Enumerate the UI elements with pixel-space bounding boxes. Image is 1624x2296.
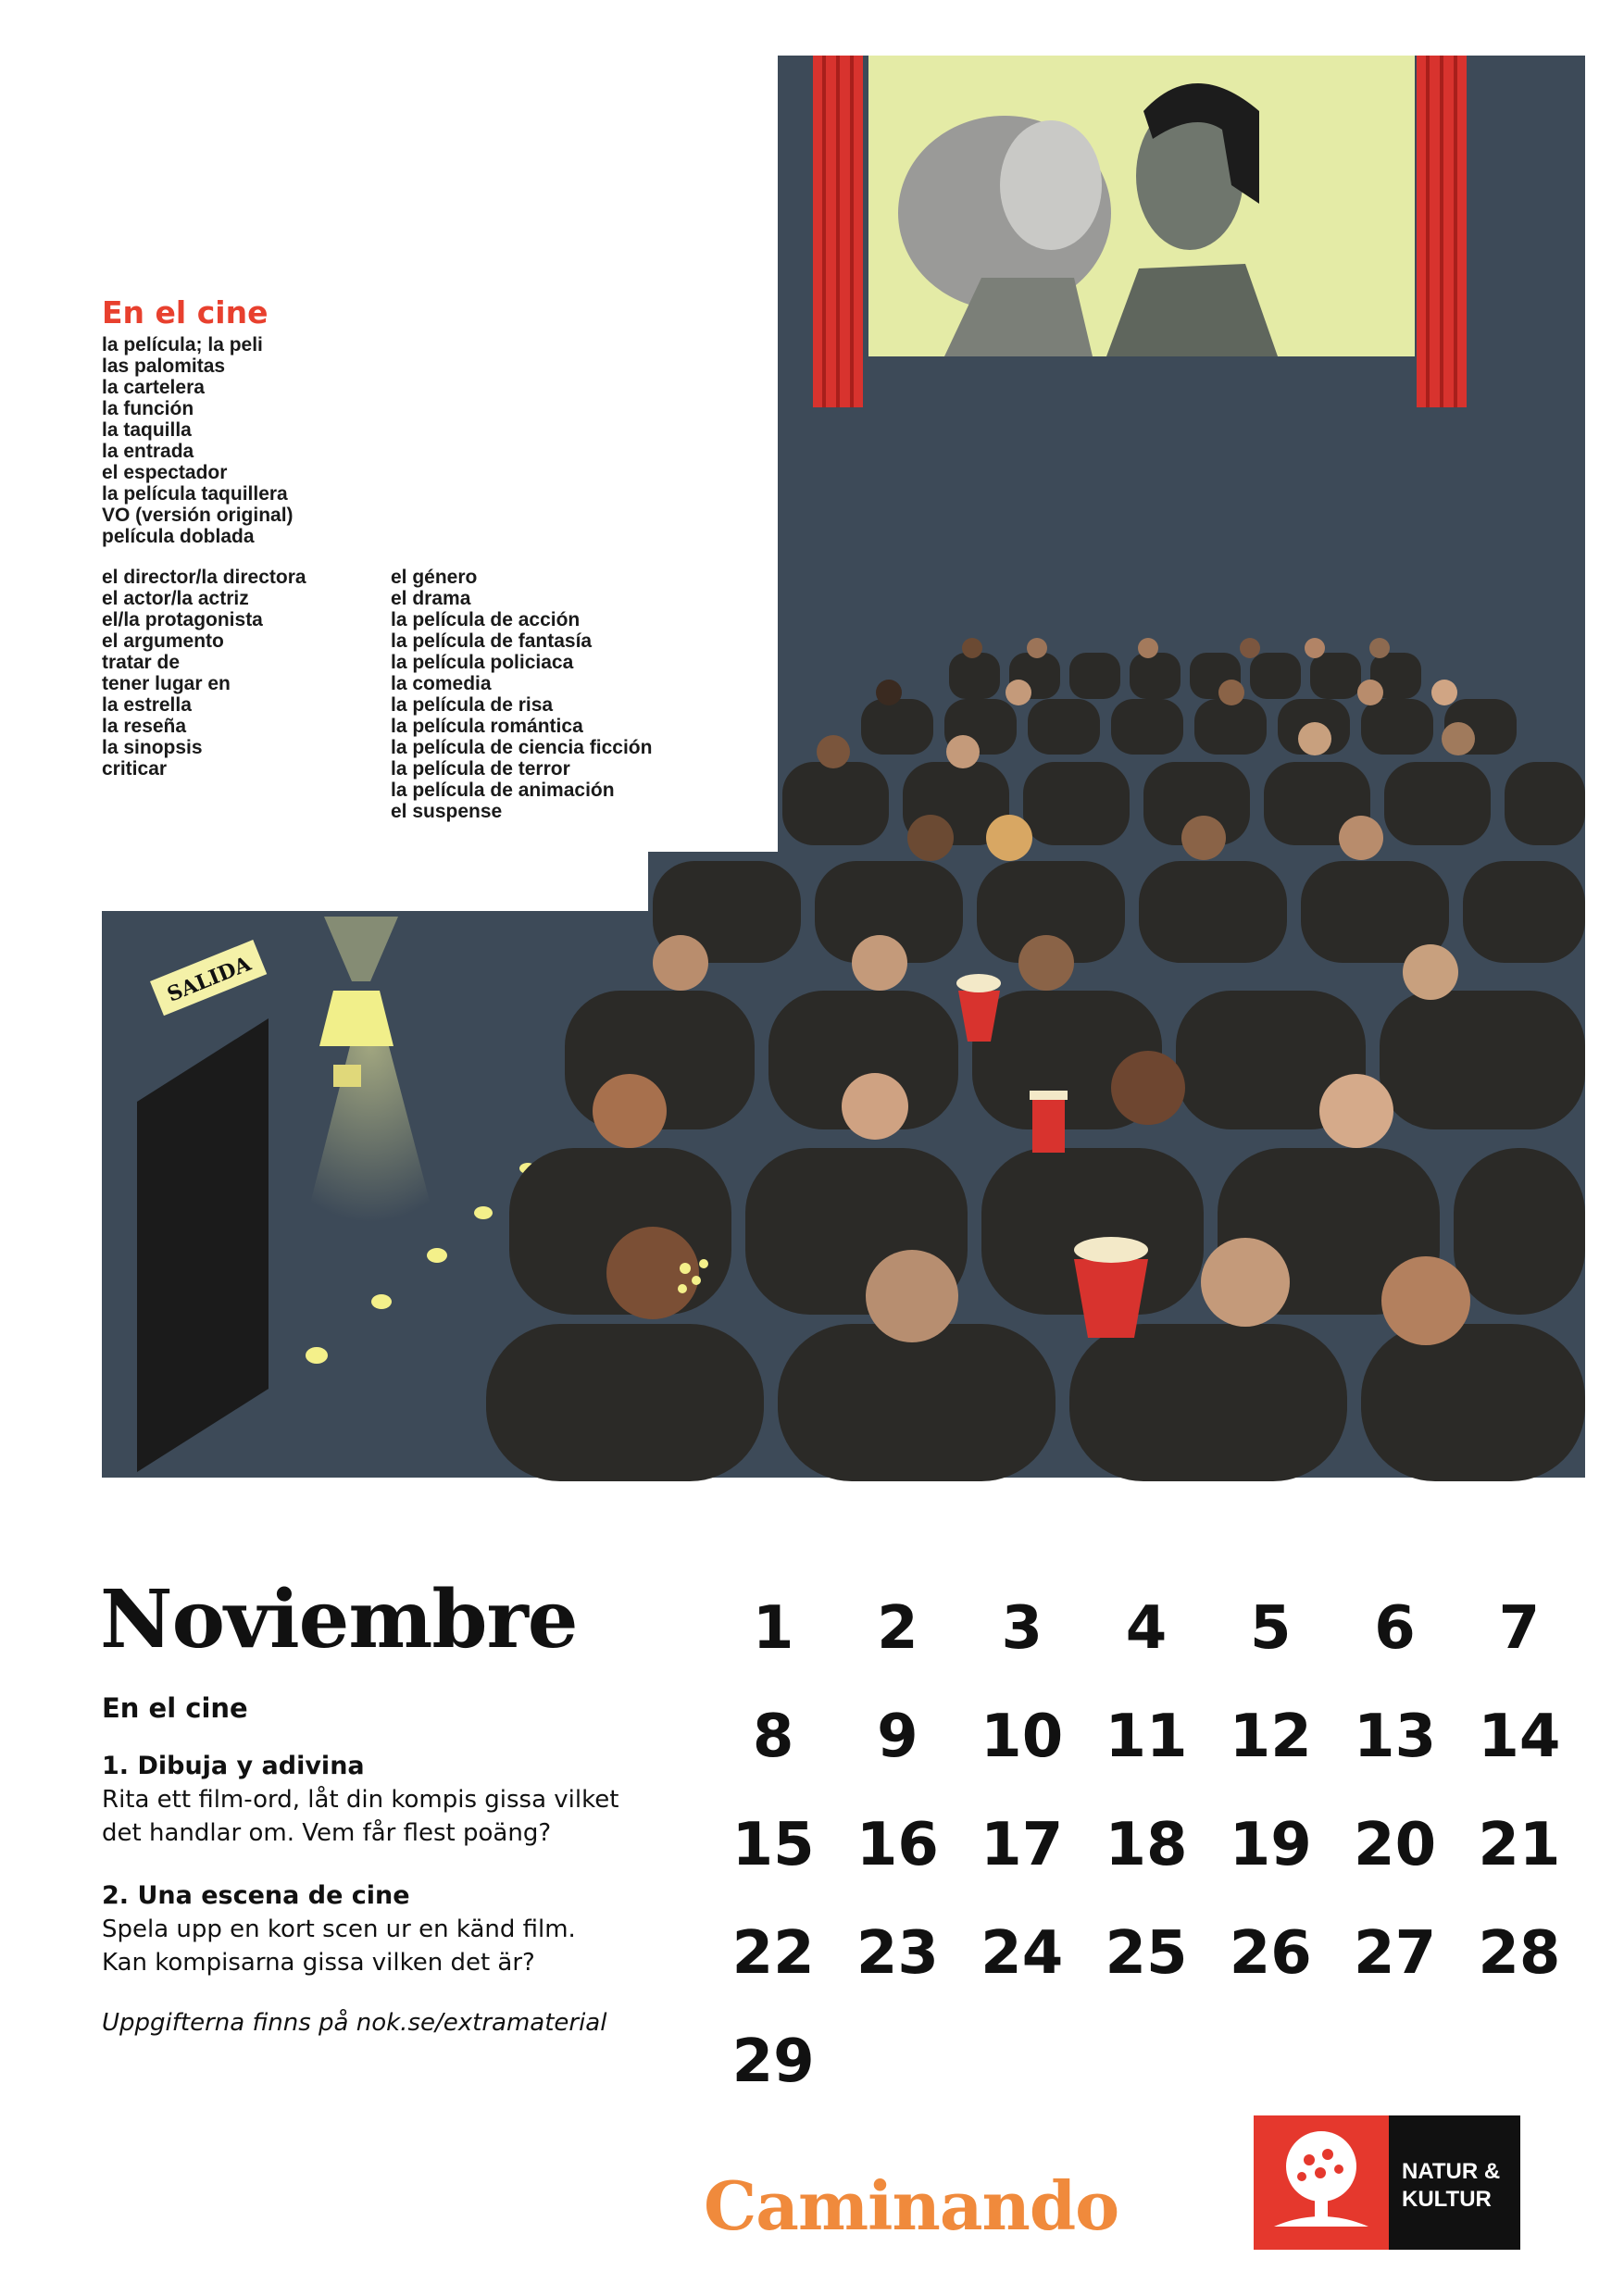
vocabulary-list-genres — [391, 567, 652, 822]
calendar-day: 15 — [731, 1810, 815, 1879]
task-title: 2. Una escena de cine — [102, 1881, 410, 1910]
publisher-name: NATUR & KULTUR — [1402, 2159, 1501, 2212]
calendar-day: 26 — [1229, 1918, 1312, 1988]
publisher-logo — [1254, 2115, 1520, 2250]
calendar-day: 25 — [1105, 1918, 1188, 1988]
task-movie-scene — [102, 1879, 676, 1979]
vocab-item: tratar de — [102, 652, 181, 673]
vocabulary-list-people — [102, 567, 306, 780]
calendar-day: 24 — [981, 1918, 1064, 1988]
calendar-day: 8 — [752, 1702, 794, 1771]
calendar-day: 12 — [1229, 1702, 1312, 1771]
calendar-day: 10 — [981, 1702, 1064, 1771]
vocab-item: la reseña — [102, 716, 187, 737]
extra-material-note: Uppgifterna finns på nok.se/extramaterial — [102, 2009, 607, 2037]
calendar-day: 23 — [856, 1918, 939, 1988]
vocab-item: la estrella — [102, 694, 192, 716]
vocab-item: la película policiaca — [391, 652, 574, 673]
curtain-right — [1417, 56, 1467, 407]
calendar-day: 28 — [1478, 1918, 1561, 1988]
vocab-item: la película romántica — [391, 716, 583, 737]
vocab-item: el drama — [391, 588, 471, 609]
vocab-item: el/la protagonista — [102, 609, 263, 630]
calendar-day: 29 — [731, 2027, 815, 2096]
vocab-item: la película; la peli — [102, 334, 263, 356]
calendar-day: 9 — [877, 1702, 918, 1771]
vocab-item: el suspense — [391, 801, 503, 822]
vocabulary-list-basic — [102, 334, 294, 547]
tree-icon — [1254, 2115, 1389, 2250]
vocab-item: el director/la directora — [102, 567, 306, 588]
vocab-item: la sinopsis — [102, 737, 203, 758]
calendar-day: 1 — [752, 1593, 794, 1663]
vocab-item: el actor/la actriz — [102, 588, 249, 609]
theme-heading: En el cine — [102, 1692, 248, 1724]
calendar-day: 16 — [856, 1810, 939, 1879]
calendar-day: 22 — [731, 1918, 815, 1988]
vocab-item: la película de risa — [391, 694, 554, 716]
drink-cup — [1030, 1091, 1068, 1153]
vocab-item: la película de acción — [391, 609, 581, 630]
calendar-day: 18 — [1105, 1810, 1188, 1879]
task-draw-and-guess — [102, 1750, 676, 1850]
vocab-item: la cartelera — [102, 377, 205, 398]
vocab-item: tener lugar en — [102, 673, 231, 694]
calendar-day: 4 — [1125, 1593, 1168, 1663]
curtain-left — [813, 56, 863, 407]
vocab-item: el espectador — [102, 462, 228, 483]
calendar-day: 13 — [1354, 1702, 1437, 1771]
task-text: Spela upp en kort scen ur en känd film. Kan kompisarna gissa vilken det är? — [102, 1915, 576, 1977]
vocab-item: el argumento — [102, 630, 224, 652]
caminando-wordmark: Caminando — [704, 2166, 1119, 2245]
calendar-day: 19 — [1229, 1810, 1312, 1879]
calendar-day: 21 — [1478, 1810, 1561, 1879]
vocab-item: la película taquillera — [102, 483, 288, 505]
vocab-item: la película de animación — [391, 780, 615, 801]
calendar-day: 27 — [1354, 1918, 1437, 1988]
vocab-item: la película de fantasía — [391, 630, 593, 652]
calendar-day: 7 — [1498, 1593, 1541, 1663]
vocab-item: la taquilla — [102, 419, 192, 441]
vocab-item: la entrada — [102, 441, 194, 462]
vocab-item: la película de terror — [391, 758, 570, 780]
calendar-day: 2 — [877, 1593, 918, 1663]
svg-text:SALIDA: SALIDA — [164, 952, 255, 1007]
calendar-grid — [711, 1574, 1581, 2096]
task-text: Rita ett film-ord, låt din kompis gissa vilket det handlar om. Vem får flest poäng? — [102, 1786, 619, 1847]
vocab-item: criticar — [102, 758, 168, 780]
month-title: Noviembre — [100, 1573, 578, 1666]
vocab-item: la función — [102, 398, 194, 419]
calendar-day: 3 — [1001, 1593, 1043, 1663]
calendar-day: 6 — [1374, 1593, 1416, 1663]
calendar-day: 11 — [1105, 1702, 1188, 1771]
calendar-day: 5 — [1250, 1593, 1292, 1663]
vocab-item: película doblada — [102, 526, 255, 547]
vocab-item: el género — [391, 567, 478, 588]
vocabulary-title: En el cine — [102, 294, 269, 331]
vocab-item: VO (versión original) — [102, 505, 294, 526]
vocab-item: las palomitas — [102, 356, 226, 377]
tree-logo-panel — [1254, 2115, 1389, 2250]
task-title: 1. Dibuja y adivina — [102, 1752, 365, 1780]
calendar-day: 20 — [1354, 1810, 1437, 1879]
calendar-day: 17 — [981, 1810, 1064, 1879]
vocab-item: la película de ciencia ficción — [391, 737, 653, 758]
calendar-day: 14 — [1478, 1702, 1561, 1771]
vocab-item: la comedia — [391, 673, 492, 694]
